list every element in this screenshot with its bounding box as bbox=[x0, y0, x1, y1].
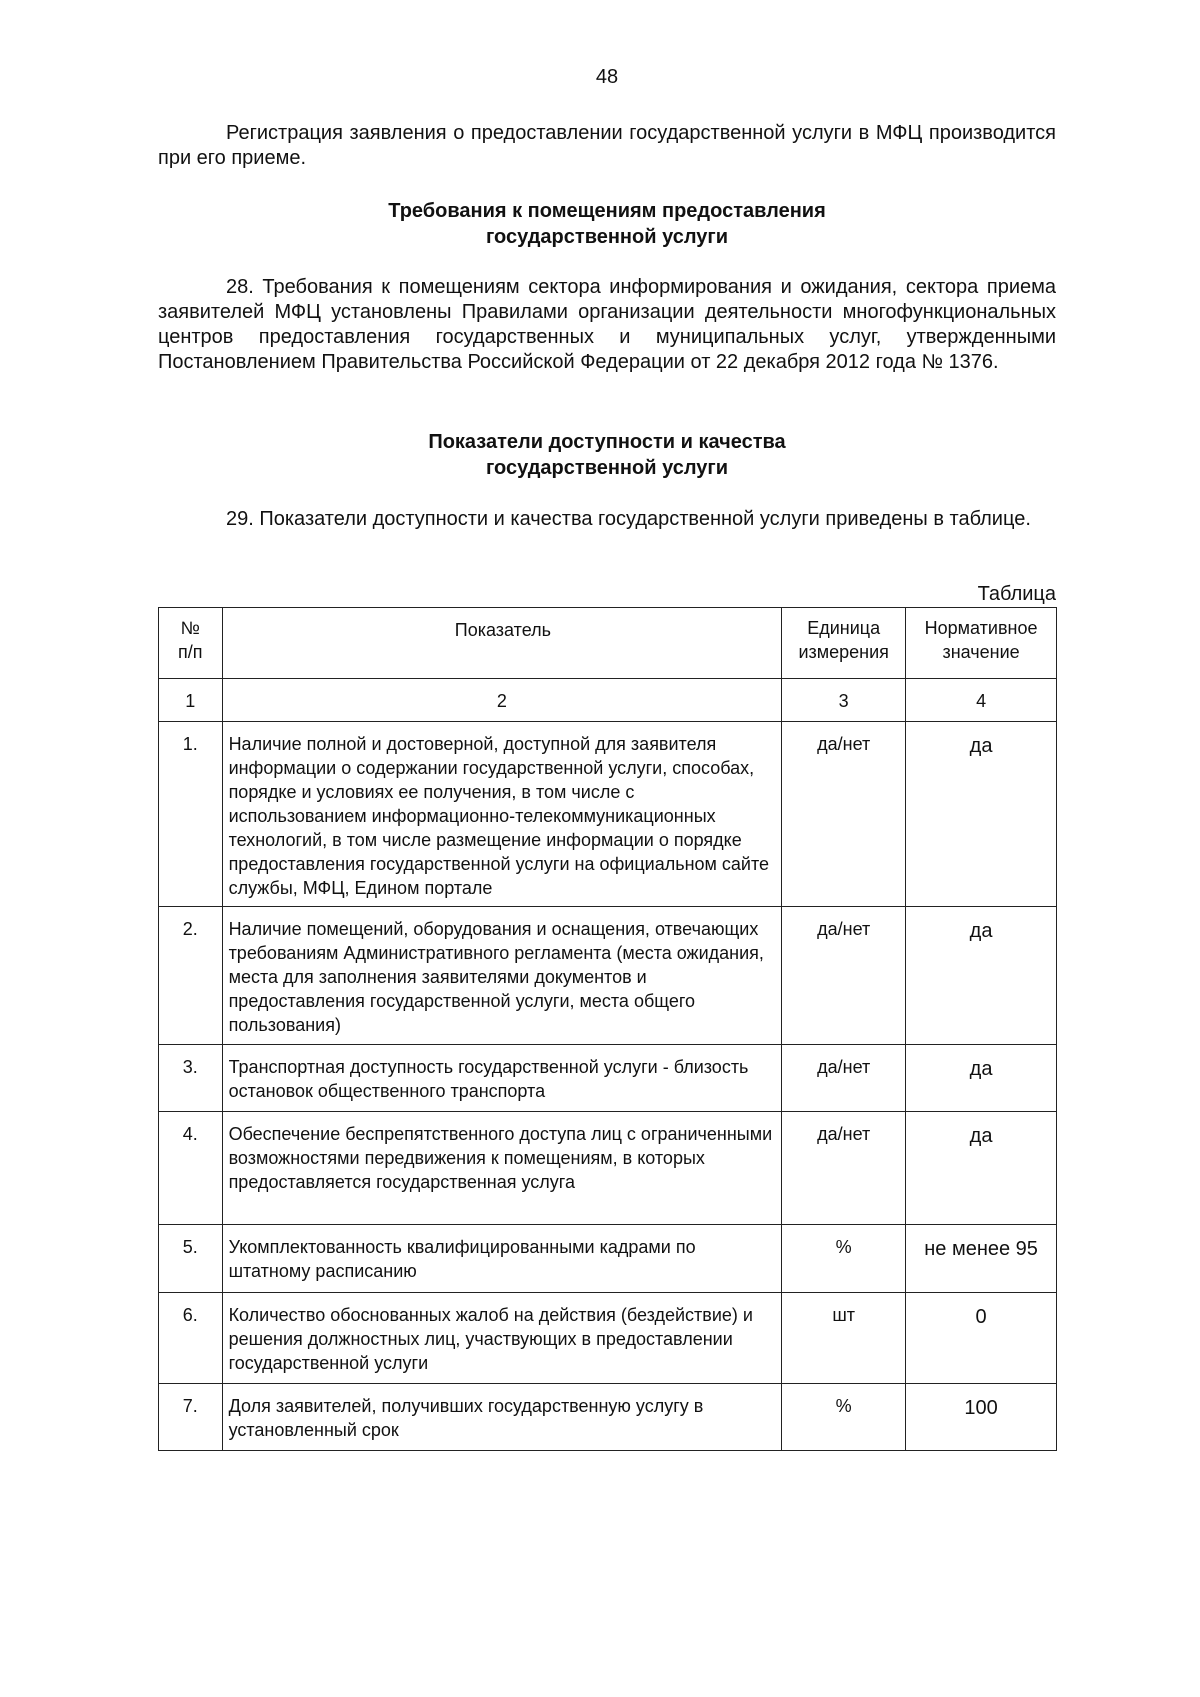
row-unit: да/нет bbox=[782, 907, 906, 1045]
row-unit: да/нет bbox=[782, 1112, 906, 1225]
row-indicator: Обеспечение беспрепятственного доступа лиц с ограниченными возможностями передвижения к помещениям, в которых предоставляется государственная услуга bbox=[222, 1112, 782, 1225]
header-norm-line: Нормативное bbox=[924, 618, 1038, 638]
row-indicator: Количество обоснованных жалоб на действия (бездействие) и решения должностных лиц, участвующих в предоставлении государственной услуги bbox=[222, 1293, 782, 1384]
column-number: 1 bbox=[159, 679, 223, 722]
header-num bbox=[159, 608, 223, 679]
row-unit: да/нет bbox=[782, 1045, 906, 1112]
heading-line: Требования к помещениям предоставления bbox=[388, 200, 826, 222]
row-num: 4. bbox=[159, 1112, 223, 1225]
row-norm: 0 bbox=[906, 1293, 1057, 1384]
paragraph-28: 28. Требования к помещениям сектора информирования и ожидания, сектора приема заявителей МФЦ установлены Правилами организации деятельности многофункциональных центров предоставления государственных и муниципальных услуг, утвержденными Постановлением Правительства Российской Федерации от 22 декабря 2012 года № 1376. bbox=[158, 276, 1056, 373]
table-header-row bbox=[159, 608, 1057, 679]
row-num: 2. bbox=[159, 907, 223, 1045]
header-unit bbox=[782, 608, 906, 679]
heading-indicators bbox=[158, 429, 1056, 481]
row-num: 1. bbox=[159, 722, 223, 907]
row-norm: 100 bbox=[906, 1384, 1057, 1451]
table-row bbox=[159, 722, 1057, 907]
indicators-table bbox=[158, 607, 1057, 1451]
row-norm: да bbox=[906, 1045, 1057, 1112]
table-row bbox=[159, 1384, 1057, 1451]
row-indicator: Наличие помещений, оборудования и оснащения, отвечающих требованиям Административного регламента (места ожидания, места для заполнения заявителями документов и предоставления государственной услуги, места общего пользования) bbox=[222, 907, 782, 1045]
paragraph-registration: Регистрация заявления о предоставлении государственной услуги в МФЦ производится при его приеме. bbox=[158, 122, 1056, 169]
row-num: 5. bbox=[159, 1225, 223, 1293]
column-number: 2 bbox=[222, 679, 782, 722]
table-row bbox=[159, 1225, 1057, 1293]
table-row bbox=[159, 1045, 1057, 1112]
table-row bbox=[159, 907, 1057, 1045]
header-unit-line: измерения bbox=[798, 642, 889, 662]
header-unit-line: Единица bbox=[807, 618, 881, 638]
heading-line: государственной услуги bbox=[485, 457, 729, 479]
row-norm: да bbox=[906, 722, 1057, 907]
column-number: 3 bbox=[782, 679, 906, 722]
table-caption: Таблица bbox=[977, 583, 1056, 605]
heading-premises bbox=[158, 198, 1056, 250]
table-row bbox=[159, 1112, 1057, 1225]
row-unit: да/нет bbox=[782, 722, 906, 907]
heading-line: государственной услуги bbox=[485, 226, 729, 248]
row-num: 7. bbox=[159, 1384, 223, 1451]
row-indicator: Укомплектованность квалифицированными кадрами по штатному расписанию bbox=[222, 1225, 782, 1293]
header-norm-line: значение bbox=[942, 642, 1020, 662]
table-row bbox=[159, 1293, 1057, 1384]
header-indicator: Показатель bbox=[222, 608, 782, 679]
row-indicator: Наличие полной и достоверной, доступной для заявителя информации о содержании государственной услуги, способах, порядке и условиях ее получения, в том числе с использованием информационно-телекоммуникационных технологий, в том числе размещение информации о порядке предоставления государственной услуги на официальном сайте службы, МФЦ, Едином портале bbox=[222, 722, 782, 907]
row-indicator: Доля заявителей, получивших государственную услугу в установленный срок bbox=[222, 1384, 782, 1451]
row-norm: да bbox=[906, 907, 1057, 1045]
row-num: 3. bbox=[159, 1045, 223, 1112]
row-norm: да bbox=[906, 1112, 1057, 1225]
page-number: 48 bbox=[595, 66, 619, 88]
heading-line: Показатели доступности и качества bbox=[428, 431, 786, 453]
paragraph-29: 29. Показатели доступности и качества государственной услуги приведены в таблице. bbox=[226, 508, 1031, 530]
row-norm: не менее 95 bbox=[906, 1225, 1057, 1293]
column-number: 4 bbox=[906, 679, 1057, 722]
row-indicator: Транспортная доступность государственной услуги - близость остановок общественного транспорта bbox=[222, 1045, 782, 1112]
row-num: 6. bbox=[159, 1293, 223, 1384]
header-norm bbox=[906, 608, 1057, 679]
header-num-line: № bbox=[180, 618, 200, 638]
row-unit: % bbox=[782, 1384, 906, 1451]
header-num-line: п/п bbox=[178, 642, 203, 662]
row-unit: % bbox=[782, 1225, 906, 1293]
row-unit: шт bbox=[782, 1293, 906, 1384]
column-number-row bbox=[159, 679, 1057, 722]
